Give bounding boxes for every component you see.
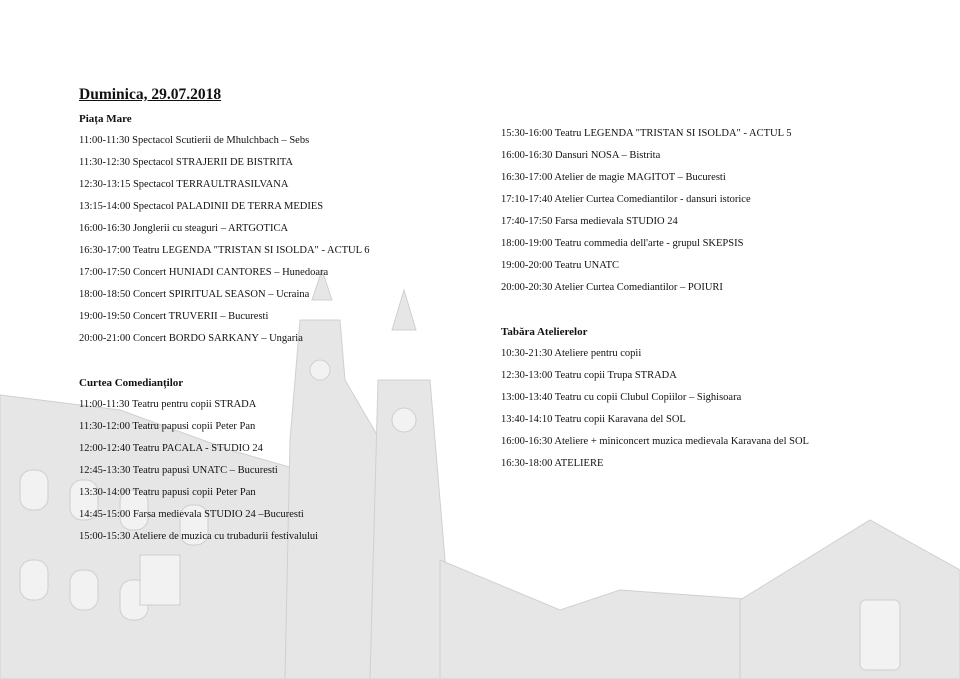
schedule-entry: 16:30-17:00 Teatru LEGENDA "TRISTAN SI ISOLDA" - ACTUL 6 [79, 245, 370, 256]
schedule-entry: 18:00-18:50 Concert SPIRITUAL SEASON – Ucraina [79, 289, 310, 300]
schedule-entry: 11:00-11:30 Spectacol Scutierii de Mhulchbach – Sebs [79, 135, 310, 146]
schedule-entry: 16:00-16:30 Ateliere + miniconcert muzica medievala Karavana del SOL [501, 436, 809, 447]
section-title: Curtea Comedianților [79, 377, 184, 389]
schedule-entry: 13:40-14:10 Teatru copii Karavana del SOL [501, 414, 686, 425]
section-tabara-atelierelor [501, 325, 921, 479]
schedule-entry: 10:30-21:30 Ateliere pentru copii [501, 348, 642, 359]
schedule-entry: 19:00-20:00 Teatru UNATC [501, 260, 620, 271]
schedule-entry: 12:45-13:30 Teatru papusi UNATC – Bucuresti [79, 465, 278, 476]
schedule-entry: 13:15-14:00 Spectacol PALADINII DE TERRA MEDIES [79, 201, 324, 212]
section-title: Piața Mare [79, 113, 132, 125]
right-column [501, 127, 921, 479]
day-title: Duminica, 29.07.2018 [79, 86, 222, 103]
schedule-entry: 17:10-17:40 Atelier Curtea Comediantilor - dansuri istorice [501, 194, 751, 205]
schedule-entry: 11:30-12:00 Teatru papusi copii Peter Pan [79, 421, 256, 432]
schedule-entry: 16:00-16:30 Jonglerii cu steaguri – ARTGOTICA [79, 223, 289, 234]
schedule-entry: 13:00-13:40 Teatru cu copii Clubul Copiilor – Sighisoara [501, 392, 742, 403]
schedule-entry: 16:00-16:30 Dansuri NOSA – Bistrita [501, 150, 661, 161]
schedule-entry: 13:30-14:00 Teatru papusi copii Peter Pan [79, 487, 256, 498]
schedule-entry: 17:40-17:50 Farsa medievala STUDIO 24 [501, 216, 678, 227]
section-curtea-comediantilor [79, 376, 499, 552]
schedule-entry: 20:00-20:30 Atelier Curtea Comediantilor – POIURI [501, 282, 723, 293]
schedule-entry: 14:45-15:00 Farsa medievala STUDIO 24 –Bucuresti [79, 509, 304, 520]
schedule-entry: 17:00-17:50 Concert HUNIADI CANTORES – Hunedoara [79, 267, 329, 278]
schedule-entry: 12:00-12:40 Teatru PACALA - STUDIO 24 [79, 443, 263, 454]
schedule-entry: 15:00-15:30 Ateliere de muzica cu trubadurii festivalului [79, 531, 319, 542]
section-gap [501, 303, 921, 325]
section-continued [501, 127, 921, 303]
schedule-entry: 16:30-18:00 ATELIERE [501, 458, 604, 469]
section-piata-mare [79, 112, 499, 354]
schedule-entry: 16:30-17:00 Atelier de magie MAGITOT – Bucuresti [501, 172, 726, 183]
left-column [79, 112, 499, 552]
schedule-entry: 11:30-12:30 Spectacol STRAJERII DE BISTRITA [79, 157, 293, 168]
section-gap [79, 354, 499, 376]
schedule-entry: 18:00-19:00 Teatru commedia dell'arte - grupul SKEPSIS [501, 238, 744, 249]
schedule-entry: 19:00-19:50 Concert TRUVERII – Bucuresti [79, 311, 269, 322]
section-title: Tabăra Atelierelor [501, 326, 588, 338]
schedule-entry: 15:30-16:00 Teatru LEGENDA "TRISTAN SI ISOLDA" - ACTUL 5 [501, 128, 792, 139]
schedule-entry: 12:30-13:15 Spectacol TERRAULTRASILVANA [79, 179, 289, 190]
schedule-entry: 12:30-13:00 Teatru copii Trupa STRADA [501, 370, 677, 381]
schedule-entry: 20:00-21:00 Concert BORDO SARKANY – Ungaria [79, 333, 303, 344]
schedule-entry: 11:00-11:30 Teatru pentru copii STRADA [79, 399, 257, 410]
